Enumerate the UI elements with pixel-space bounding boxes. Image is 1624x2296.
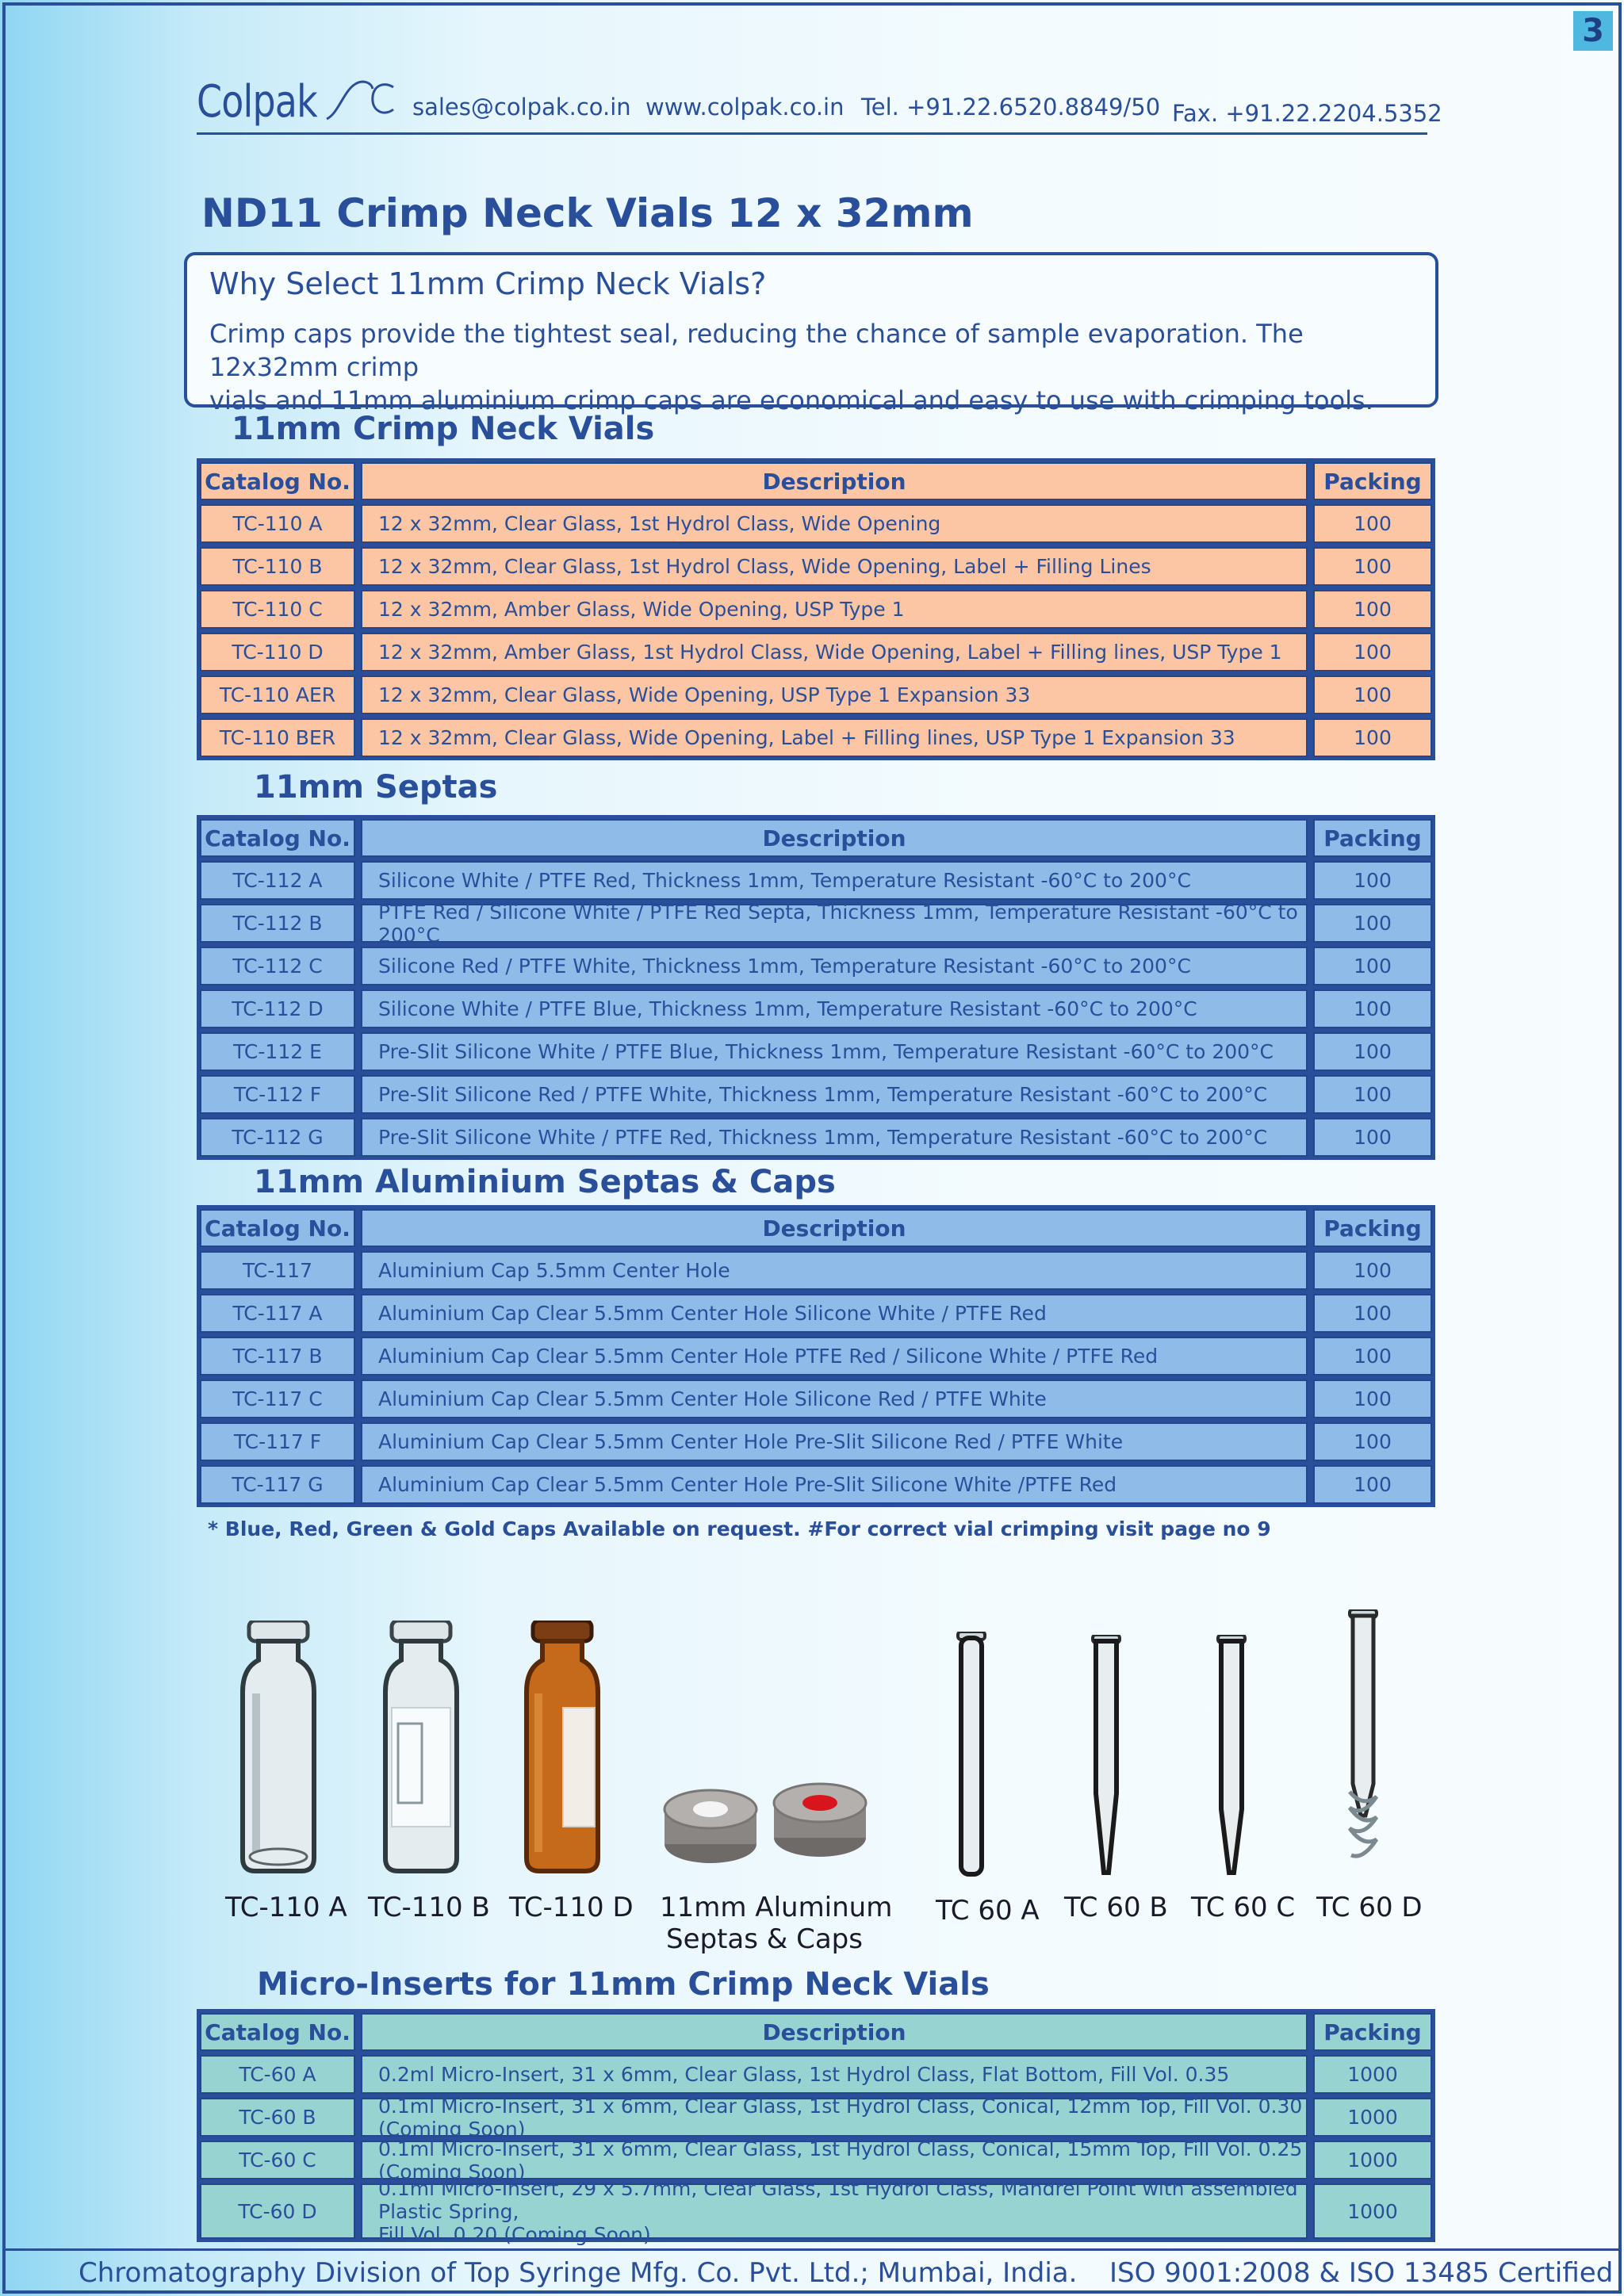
header-description: Description — [361, 1209, 1308, 1247]
description-cell: 0.1ml Micro-Insert, 31 x 6mm, Clear Glass, 1st Hydrol Class, Conical, 12mm Top, Fill Vol. 0.30 (Coming Soon) — [361, 2098, 1308, 2137]
header-packing: Packing — [1313, 462, 1432, 500]
catalog-cell: TC-60 C — [200, 2141, 355, 2179]
catalog-cell: TC-117 — [200, 1251, 355, 1290]
inserts-section-title: Micro-Inserts for 11mm Crimp Neck Vials — [257, 1966, 990, 2003]
table-row — [200, 989, 1432, 1028]
table-row — [200, 675, 1432, 714]
packing-cell: 100 — [1313, 989, 1432, 1028]
header-fax: Fax. +91.22.2204.5352 — [1172, 100, 1442, 127]
description-cell — [361, 2176, 1308, 2246]
insert-tc60a-image — [952, 1632, 991, 1879]
table-header-row — [200, 1209, 1432, 1247]
table-row — [200, 1032, 1432, 1071]
catalog-cell: TC-112 F — [200, 1075, 355, 1114]
catalog-cell: TC-110 AER — [200, 675, 355, 714]
packing-cell: 100 — [1313, 675, 1432, 714]
description-cell: Aluminium Cap Clear 5.5mm Center Hole PTFE Red / Silicone White / PTFE Red — [361, 1337, 1308, 1376]
packing-cell: 100 — [1313, 1465, 1432, 1504]
label-caps — [660, 1892, 893, 1955]
table-row — [200, 1294, 1432, 1333]
description-cell: Aluminium Cap 5.5mm Center Hole — [361, 1251, 1308, 1290]
description-line-1: 0.1ml Micro-Insert, 29 x 5.7mm, Clear Glass, 1st Hydrol Class, Mandrel Point with assembled Plastic Spring, — [378, 2176, 1298, 2223]
header-tel: Tel. +91.22.6520.8849/50 — [861, 94, 1161, 121]
description-cell: Aluminium Cap Clear 5.5mm Center Hole Pre-Slit Silicone Red / PTFE White — [361, 1422, 1308, 1461]
description-line-2: Fill Vol. 0.20 (Coming Soon) — [378, 2222, 651, 2246]
catalog-cell: TC-60 A — [200, 2055, 355, 2094]
description-cell: 12 x 32mm, Amber Glass, 1st Hydrol Class, Wide Opening, Label + Filling lines, USP Type 1 — [361, 633, 1308, 672]
why-text-line-1: Crimp caps provide the tightest seal, reducing the chance of sample evaporation. The 12x32mm crimp — [209, 319, 1304, 382]
packing-cell: 100 — [1313, 947, 1432, 985]
header-description: Description — [361, 2013, 1308, 2051]
catalog-cell: TC-110 B — [200, 547, 355, 586]
catalog-cell: TC-117 G — [200, 1465, 355, 1504]
table-row — [200, 1380, 1432, 1418]
packing-cell: 100 — [1313, 1422, 1432, 1461]
description-cell: PTFE Red / Silicone White / PTFE Red Septa, Thickness 1mm, Temperature Resistant -60°C to 200°C — [361, 904, 1308, 943]
insert-tc60d-image — [1335, 1609, 1391, 1871]
header-description: Description — [361, 819, 1308, 857]
table-row — [200, 1251, 1432, 1290]
why-text-line-2: vials and 11mm aluminium crimp caps are economical and easy to use with crimping tools. — [209, 385, 1373, 415]
header-packing: Packing — [1313, 819, 1432, 857]
label-tc110d: TC-110 D — [509, 1892, 634, 1923]
caps-footnote: * Blue, Red, Green & Gold Caps Available on request. #For correct vial crimping visit page no 9 — [208, 1517, 1271, 1540]
cap-red-septa-image — [771, 1781, 869, 1860]
packing-cell: 100 — [1313, 590, 1432, 629]
why-select-box — [184, 252, 1438, 415]
packing-cell: 100 — [1313, 1075, 1432, 1114]
why-heading: Why Select 11mm Crimp Neck Vials? — [209, 266, 767, 301]
header-description: Description — [361, 462, 1308, 500]
description-cell: 12 x 32mm, Clear Glass, 1st Hydrol Class, Wide Opening, Label + Filling Lines — [361, 547, 1308, 586]
packing-cell: 100 — [1313, 718, 1432, 757]
description-cell: Aluminium Cap Clear 5.5mm Center Hole Pre-Slit Silicone White /PTFE Red — [361, 1465, 1308, 1504]
table-row — [200, 1075, 1432, 1114]
inserts-table — [197, 2009, 1435, 2246]
packing-cell: 100 — [1313, 904, 1432, 943]
vials-table — [197, 458, 1435, 760]
products-illustration — [197, 1594, 1434, 1958]
cap-white-septa-image — [661, 1787, 760, 1866]
catalog-cell: TC-110 D — [200, 633, 355, 672]
packing-cell: 100 — [1313, 1118, 1432, 1157]
header-catalog: Catalog No. — [200, 462, 355, 500]
catalog-cell: TC-117 C — [200, 1380, 355, 1418]
table-row — [200, 2055, 1432, 2094]
septas-section-title: 11mm Septas — [254, 769, 498, 806]
header-email[interactable]: sales@colpak.co.in — [412, 94, 631, 121]
description-cell: 0.1ml Micro-Insert, 31 x 6mm, Clear Glass, 1st Hydrol Class, Conical, 15mm Top, Fill Vol. 0.25 (Coming Soon) — [361, 2141, 1308, 2179]
vial-tc110b-image — [377, 1621, 465, 1874]
label-tc110a: TC-110 A — [225, 1892, 347, 1923]
catalog-cell: TC-112 C — [200, 947, 355, 985]
vials-section-title: 11mm Crimp Neck Vials — [232, 411, 655, 447]
table-row — [200, 1465, 1432, 1504]
label-tc60d: TC 60 D — [1316, 1892, 1423, 1923]
catalog-cell: TC-117 B — [200, 1337, 355, 1376]
packing-cell: 100 — [1313, 861, 1432, 900]
table-header-row — [200, 819, 1432, 857]
label-caps-line-2: Septas & Caps — [666, 1923, 863, 1955]
table-row — [200, 2176, 1432, 2246]
table-row — [200, 861, 1432, 900]
septas-table — [197, 815, 1435, 1160]
description-cell: Pre-Slit Silicone White / PTFE Red, Thickness 1mm, Temperature Resistant -60°C to 200°C — [361, 1118, 1308, 1157]
label-tc60a: TC 60 A — [936, 1895, 1040, 1927]
catalog-cell: TC-60 B — [200, 2098, 355, 2137]
description-cell: Pre-Slit Silicone Red / PTFE White, Thickness 1mm, Temperature Resistant -60°C to 200°C — [361, 1075, 1308, 1114]
table-row — [200, 504, 1432, 543]
description-cell: Pre-Slit Silicone White / PTFE Blue, Thickness 1mm, Temperature Resistant -60°C to 200°C — [361, 1032, 1308, 1071]
packing-cell: 1000 — [1313, 2183, 1432, 2239]
catalog-cell: TC-112 D — [200, 989, 355, 1028]
packing-cell: 100 — [1313, 547, 1432, 586]
insert-tc60b-image — [1086, 1635, 1126, 1882]
table-row — [200, 1118, 1432, 1157]
catalog-cell: TC-110 BER — [200, 718, 355, 757]
vial-tc110d-image — [519, 1621, 606, 1874]
description-cell: 0.2ml Micro-Insert, 31 x 6mm, Clear Glass, 1st Hydrol Class, Flat Bottom, Fill Vol. 0.35 — [361, 2055, 1308, 2094]
header-catalog: Catalog No. — [200, 819, 355, 857]
footer-certification: ISO 9001:2008 & ISO 13485 Certified — [1109, 2257, 1614, 2289]
table-row — [200, 2137, 1432, 2183]
label-tc60c: TC 60 C — [1191, 1892, 1296, 1923]
footer-company: Chromatography Division of Top Syringe Mfg. Co. Pvt. Ltd.; Mumbai, India. — [79, 2257, 1078, 2289]
table-row — [200, 947, 1432, 985]
table-row — [200, 900, 1432, 947]
packing-cell: 100 — [1313, 504, 1432, 543]
insert-tc60c-image — [1212, 1635, 1251, 1882]
table-row — [200, 2094, 1432, 2141]
packing-cell: 1000 — [1313, 2141, 1432, 2179]
page-number: 3 — [1573, 11, 1613, 51]
catalog-cell: TC-110 A — [200, 504, 355, 543]
packing-cell: 100 — [1313, 1294, 1432, 1333]
table-row — [200, 547, 1432, 586]
packing-cell: 100 — [1313, 1380, 1432, 1418]
header-website[interactable]: www.colpak.co.in — [645, 94, 845, 121]
packing-cell: 100 — [1313, 1032, 1432, 1071]
description-cell: 12 x 32mm, Clear Glass, Wide Opening, USP Type 1 Expansion 33 — [361, 675, 1308, 714]
table-header-row — [200, 462, 1432, 500]
catalog-cell: TC-112 B — [200, 904, 355, 943]
table-row — [200, 633, 1432, 672]
catalog-cell: TC-112 E — [200, 1032, 355, 1071]
header-packing: Packing — [1313, 2013, 1432, 2051]
page-title: ND11 Crimp Neck Vials 12 x 32mm — [201, 190, 974, 236]
description-cell: Aluminium Cap Clear 5.5mm Center Hole Silicone White / PTFE Red — [361, 1294, 1308, 1333]
table-row — [200, 1422, 1432, 1461]
description-cell: Silicone White / PTFE Red, Thickness 1mm, Temperature Resistant -60°C to 200°C — [361, 861, 1308, 900]
description-cell: Silicone White / PTFE Blue, Thickness 1mm, Temperature Resistant -60°C to 200°C — [361, 989, 1308, 1028]
description-cell: 12 x 32mm, Amber Glass, Wide Opening, USP Type 1 — [361, 590, 1308, 629]
caps-section-title: 11mm Aluminium Septas & Caps — [254, 1164, 836, 1200]
header-catalog: Catalog No. — [200, 2013, 355, 2051]
header-catalog: Catalog No. — [200, 1209, 355, 1247]
description-cell: Silicone Red / PTFE White, Thickness 1mm, Temperature Resistant -60°C to 200°C — [361, 947, 1308, 985]
table-row — [200, 1337, 1432, 1376]
label-tc110b: TC-110 B — [368, 1892, 490, 1923]
catalog-cell: TC-117 A — [200, 1294, 355, 1333]
header-packing: Packing — [1313, 1209, 1432, 1247]
footer — [6, 2248, 1618, 2290]
packing-cell: 1000 — [1313, 2055, 1432, 2094]
vial-tc110a-image — [235, 1621, 322, 1874]
header — [197, 71, 1442, 135]
packing-cell: 1000 — [1313, 2098, 1432, 2137]
packing-cell: 100 — [1313, 1337, 1432, 1376]
catalog-cell: TC-110 C — [200, 590, 355, 629]
table-header-row — [200, 2013, 1432, 2051]
description-cell: Aluminium Cap Clear 5.5mm Center Hole Silicone Red / PTFE White — [361, 1380, 1308, 1418]
logo-swoosh-icon — [324, 75, 395, 130]
label-tc60b: TC 60 B — [1064, 1892, 1168, 1923]
packing-cell: 100 — [1313, 633, 1432, 672]
logo-text: Colpak — [197, 75, 317, 128]
table-row — [200, 590, 1432, 629]
catalog-cell: TC-112 G — [200, 1118, 355, 1157]
catalog-cell: TC-117 F — [200, 1422, 355, 1461]
description-cell: 12 x 32mm, Clear Glass, 1st Hydrol Class, Wide Opening — [361, 504, 1308, 543]
packing-cell: 100 — [1313, 1251, 1432, 1290]
caps-table — [197, 1205, 1435, 1507]
colpak-logo — [197, 71, 343, 132]
catalog-cell: TC-112 A — [200, 861, 355, 900]
catalog-cell: TC-60 D — [200, 2183, 355, 2239]
table-row — [200, 718, 1432, 757]
description-cell: 12 x 32mm, Clear Glass, Wide Opening, Label + Filling lines, USP Type 1 Expansion 33 — [361, 718, 1308, 757]
label-caps-line-1: 11mm Aluminum — [660, 1892, 893, 1923]
